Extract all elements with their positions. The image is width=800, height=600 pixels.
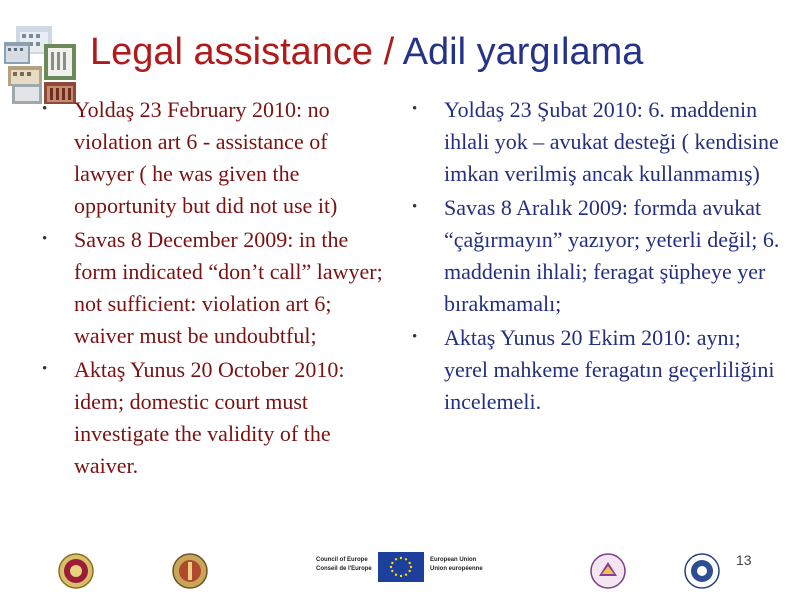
turkish-bullet-item bbox=[412, 322, 784, 418]
bullet-icon: • bbox=[412, 199, 418, 215]
turkish-bullet-item bbox=[412, 94, 784, 190]
academy-logo-icon bbox=[590, 552, 626, 590]
turkish-bullet-text: Yoldaş 23 Şubat 2010: 6. maddenin ihlali yok – avukat desteği ( kendisine imkan verilmiş ancak kullanmamış) bbox=[444, 97, 779, 186]
footer-logos bbox=[0, 548, 800, 600]
european-union-text bbox=[430, 556, 483, 574]
building-photo-5 bbox=[12, 84, 42, 104]
eu-line-french: Union européenne bbox=[430, 566, 483, 572]
bullet-icon: • bbox=[412, 329, 418, 345]
eu-line-english: European Union bbox=[430, 557, 477, 563]
english-bullet-text: Aktaş Yunus 20 October 2010: idem; domestic court must investigate the validity of the waiver. bbox=[74, 357, 345, 478]
justice-emblem-icon bbox=[172, 552, 208, 590]
turkish-bullet-text: Savas 8 Aralık 2009: formda avukat “çağırmayın” yazıyor; yeterli değil; 6. maddenin ihlali; feragat şüpheye yer bırakmamalı; bbox=[444, 195, 780, 316]
bar-association-logo-icon bbox=[684, 552, 720, 590]
building-photo-3 bbox=[44, 44, 76, 80]
court-seal-icon bbox=[58, 552, 94, 590]
turkish-bullet-item bbox=[412, 192, 784, 320]
page-number: 13 bbox=[736, 552, 752, 568]
building-photo-4 bbox=[8, 66, 42, 86]
turkish-bullet-list bbox=[412, 94, 784, 420]
turkish-bullet-text: Aktaş Yunus 20 Ekim 2010: aynı; yerel mahkeme feragatın geçerliliğini incelemeli. bbox=[444, 325, 775, 414]
coe-line-french: Conseil de l'Europe bbox=[316, 566, 372, 572]
english-bullet-item bbox=[42, 94, 387, 222]
bullet-icon: • bbox=[42, 101, 48, 117]
english-bullet-item bbox=[42, 354, 387, 482]
title-separator: / bbox=[373, 31, 403, 73]
english-bullet-text: Savas 8 December 2009: in the form indicated “don’t call” lawyer; not sufficient: violation art 6; waiver must be undoubtful; bbox=[74, 227, 383, 348]
bullet-icon: • bbox=[42, 361, 48, 377]
eu-flag-icon bbox=[378, 552, 424, 582]
council-of-europe-text bbox=[316, 556, 372, 574]
english-bullet-item bbox=[42, 224, 387, 352]
slide-title bbox=[90, 30, 790, 74]
coe-line-english: Council of Europe bbox=[316, 557, 368, 563]
title-turkish: Adil yargılama bbox=[402, 31, 644, 73]
title-english: Legal assistance bbox=[90, 31, 374, 73]
bullet-icon: • bbox=[42, 231, 48, 247]
english-bullet-text: Yoldaş 23 February 2010: no violation art 6 - assistance of lawyer ( he was given the opportunity but did not use it) bbox=[74, 97, 338, 218]
building-photo-2 bbox=[4, 42, 30, 64]
bullet-icon: • bbox=[412, 101, 418, 117]
english-bullet-list bbox=[42, 94, 387, 484]
